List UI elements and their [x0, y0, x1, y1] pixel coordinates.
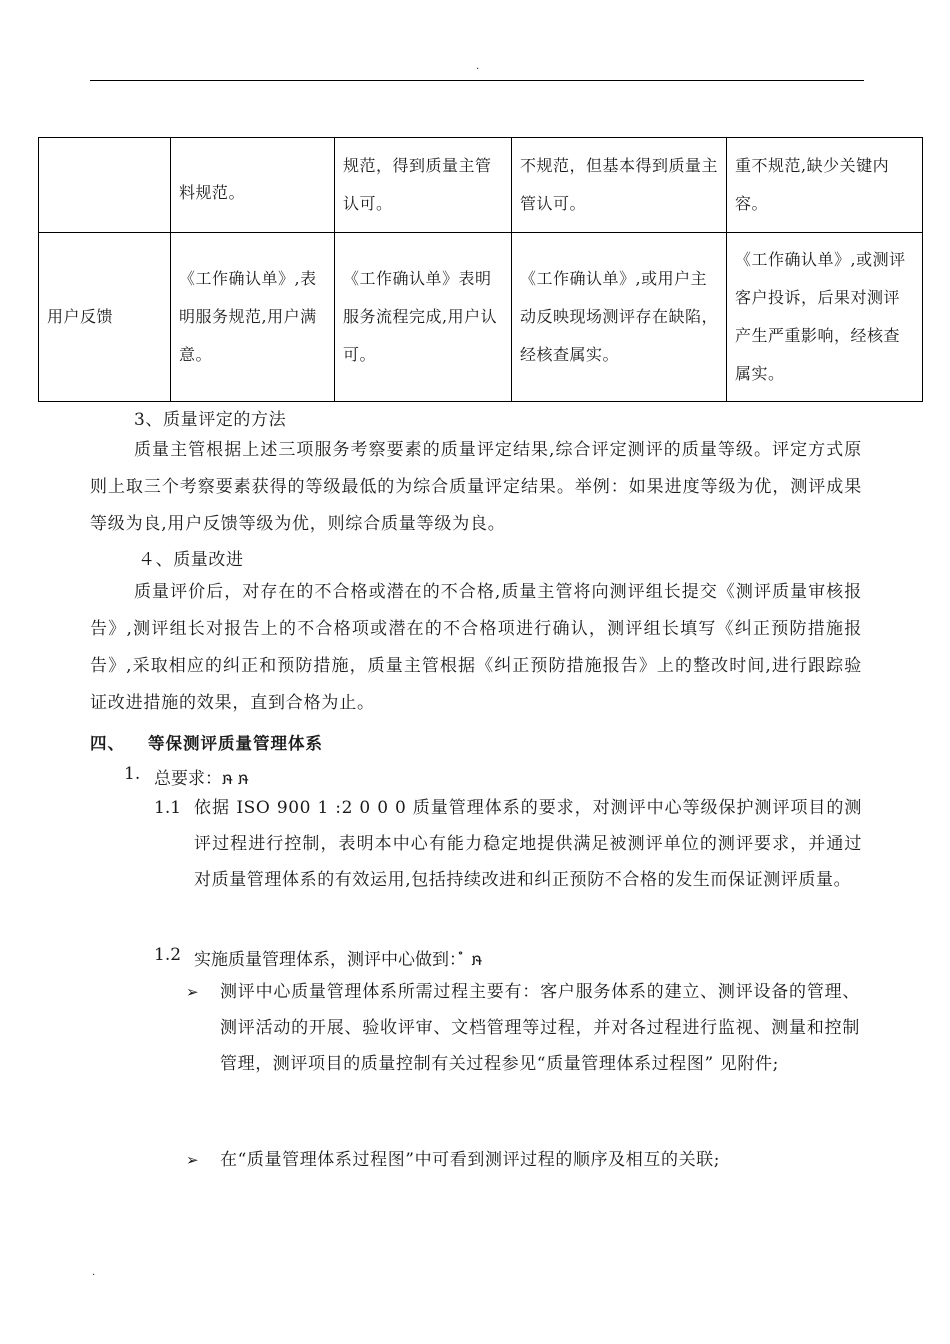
chapter-4-number: 四、: [90, 734, 125, 753]
cell-text: 不规范，但基本得到质量主管认可。: [520, 156, 719, 213]
header-mark: .: [476, 61, 480, 72]
chapter-4-title: 等保测评质量管理体系: [148, 734, 323, 753]
table-cell-label: 用户反馈: [39, 233, 171, 402]
section-3-heading: 3、质量评定的方法: [134, 410, 287, 430]
cell-text: 规范，得到质量主管认可。: [343, 156, 492, 213]
bullet-1-text: 测评中心质量管理体系所需过程主要有：客户服务体系的建立、测评设备的管理、测评活动的开展、验收评审、文档管理等过程，并对各过程进行监视、测量和控制管理，测评项目的质量控制有关过程参见“质量管理体系过程图” 见附件;: [220, 982, 860, 1074]
cell-text: 重不规范,缺少关键内容。: [735, 156, 890, 213]
item-1-title: 总要求：ໞ ໞ: [154, 769, 249, 789]
table-cell-good: [335, 138, 512, 233]
section-3-body: 质量主管根据上述三项服务考察要素的质量评定结果,综合评定测评的质量等级。评定方式原则上取三个考察要素获得的等级最低的为综合质量评定结果。举例：如果进度等级为优，测评成果等级为良,用户反馈等级为优，则综合质量等级为良。: [90, 440, 862, 534]
section-4-heading: ４、质量改进: [138, 550, 244, 570]
cell-text: 《工作确认单》,表明服务规范,用户满意。: [179, 269, 317, 364]
table-cell-fail: [727, 138, 923, 233]
item-1-number: 1.: [124, 764, 141, 784]
table-cell-excellent: [171, 233, 335, 402]
quality-criteria-table: [38, 137, 923, 402]
section-4-body: 质量评价后，对存在的不合格或潜在的不合格,质量主管将向测评组长提交《测评质量审核报告》,测评组长对报告上的不合格项或潜在的不合格项进行确认，测评组长填写《纠正预防措施报告》,采取相应的纠正和预防措施，质量主管根据《纠正预防措施报告》上的整改时间,进行跟踪验证改进措施的效果，直到合格为止。: [90, 582, 862, 713]
item-1-1-number: 1.1: [154, 798, 182, 818]
footer-mark: .: [92, 1267, 96, 1278]
table-cell-label: [39, 138, 171, 233]
table-cell-pass: [512, 233, 727, 402]
table-cell-pass: [512, 138, 727, 233]
item-1-2-number: 1.2: [154, 945, 182, 965]
table-row: [39, 138, 923, 233]
item-1-1-text: 依据 ISO 900 1 :2 0 0 0 质量管理体系的要求，对测评中心等级保护测评项目的测评过程进行控制，表明本中心有能力稳定地提供满足被测评单位的测评要求，并通过对质量管理体系的有效运用,包括持续改进和纠正预防不合格的发生而保证测评质量。: [194, 798, 862, 890]
header-rule: [90, 80, 864, 81]
bullet-arrow-icon: ➢: [186, 1151, 199, 1169]
table-row: [39, 233, 923, 402]
bullet-2-text: 在“质量管理体系过程图”中可看到测评过程的顺序及相互的关联;: [220, 1150, 721, 1170]
bullet-arrow-icon: ➢: [186, 983, 199, 1001]
cell-text: 《工作确认单》,或测评客户投诉，后果对测评产生严重影响，经核查属实。: [735, 250, 906, 383]
table-cell-excellent: [171, 138, 335, 233]
cell-text: 《工作确认单》表明服务流程完成,用户认可。: [343, 269, 498, 364]
cell-text: 料规范。: [179, 183, 246, 202]
table-cell-fail: [727, 233, 923, 402]
item-1-2-title: 实施质量管理体系，测评中心做到：ໍ ໞ: [194, 950, 482, 970]
cell-text: 《工作确认单》,或用户主动反映现场测评存在缺陷，经核查属实。: [520, 269, 719, 364]
table-cell-good: [335, 233, 512, 402]
